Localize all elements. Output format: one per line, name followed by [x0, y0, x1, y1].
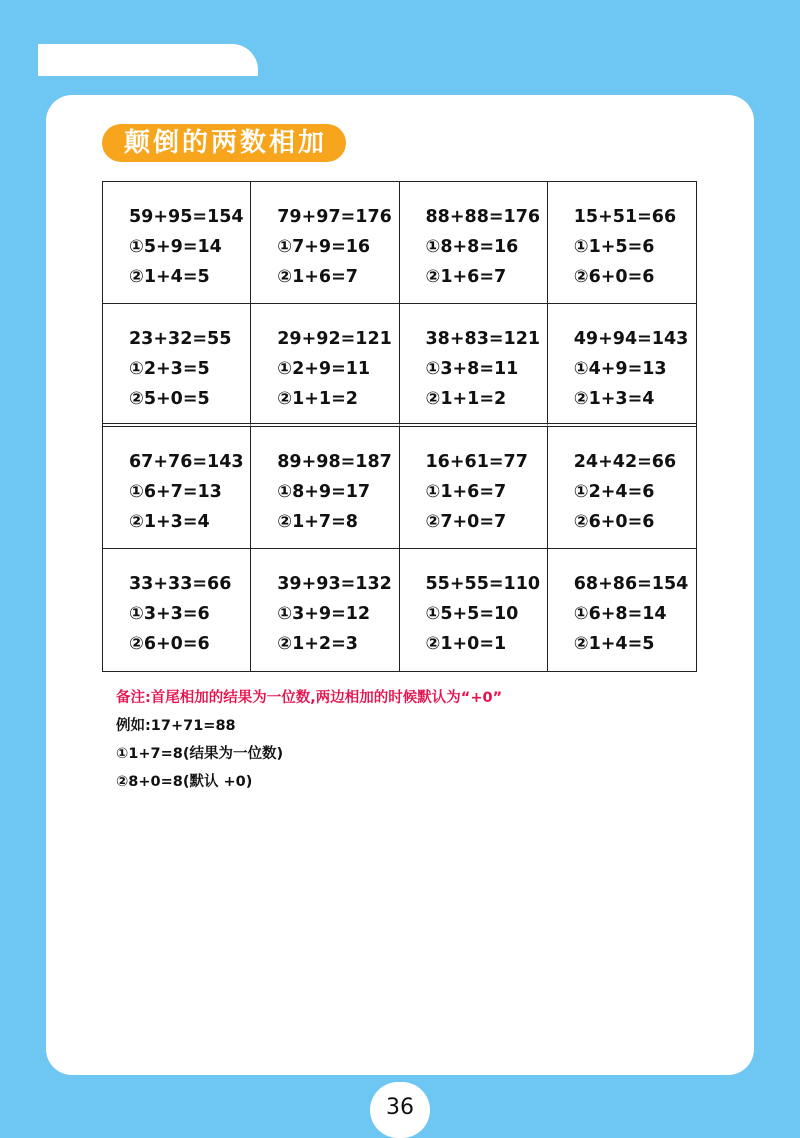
- cell-sum: 23+32=55: [129, 329, 232, 350]
- equation-cell: [103, 182, 251, 304]
- cell-sum: 38+83=121: [425, 329, 541, 350]
- cell-step1: ①5+9=14: [129, 237, 222, 257]
- cell-step1: ①3+3=6: [129, 603, 210, 624]
- page-number: 36: [370, 1082, 430, 1138]
- cell-step2: ②1+2=3: [277, 633, 358, 654]
- cell-step2: ②5+0=5: [129, 389, 210, 410]
- cell-step1: ①3+9=12: [277, 603, 371, 624]
- cell-step2: ②1+6=7: [425, 267, 507, 287]
- equation-cell: [400, 427, 548, 549]
- cell-step2: ②1+6=7: [277, 267, 358, 287]
- equation-cell: [548, 549, 696, 671]
- cell-sum: 29+92=121: [277, 329, 392, 350]
- equation-cell: [103, 549, 251, 671]
- example-step1: ①1+7=8(结果为一位数): [116, 746, 284, 762]
- cell-step2: ②1+7=8: [277, 511, 358, 532]
- cell-step2: ②1+4=5: [573, 633, 655, 654]
- equation-cell: [251, 549, 399, 671]
- cell-step2: ②1+3=4: [129, 511, 210, 532]
- cell-step2: ②6+0=6: [573, 267, 655, 287]
- cell-step1: ①1+6=7: [425, 481, 507, 502]
- cell-step1: ①8+9=17: [277, 481, 371, 502]
- equation-cell: [548, 304, 696, 426]
- cell-sum: 49+94=143: [573, 329, 689, 350]
- cell-sum: 67+76=143: [129, 451, 244, 472]
- cell-sum: 24+42=66: [573, 451, 677, 472]
- equation-cell: [400, 304, 548, 426]
- cell-step1: ①4+9=13: [573, 359, 667, 380]
- cell-sum: 33+33=66: [129, 573, 232, 594]
- cell-step1: ①3+8=11: [425, 359, 519, 380]
- cell-sum: 55+55=110: [425, 573, 541, 594]
- equation-cell: [103, 304, 251, 426]
- equation-grid: [102, 181, 697, 672]
- cell-sum: 88+88=176: [425, 207, 541, 227]
- cell-step1: ①5+5=10: [425, 603, 519, 624]
- cell-step1: ①6+7=13: [129, 481, 222, 502]
- cell-step1: ①6+8=14: [573, 603, 667, 624]
- cell-sum: 39+93=132: [277, 573, 392, 594]
- equation-cell: [251, 304, 399, 426]
- cell-step2: ②1+1=2: [277, 389, 358, 410]
- cell-sum: 16+61=77: [425, 451, 528, 472]
- cell-step1: ①2+4=6: [573, 481, 655, 502]
- top-tab-decoration: [38, 44, 258, 76]
- equation-cell: [548, 182, 696, 304]
- cell-step1: ①1+5=6: [573, 237, 655, 257]
- cell-step2: ②1+1=2: [425, 389, 507, 410]
- cell-sum: 89+98=187: [277, 451, 392, 472]
- cell-step2: ②6+0=6: [573, 511, 655, 532]
- equation-cell: [251, 182, 399, 304]
- cell-step1: ①2+9=11: [277, 359, 371, 380]
- example-heading: 例如:17+71=88: [116, 718, 236, 734]
- cell-step2: ②1+3=4: [573, 389, 655, 410]
- section-title: 颠倒的两数相加: [102, 124, 346, 162]
- cell-sum: 15+51=66: [573, 207, 677, 227]
- cell-step2: ②1+4=5: [129, 267, 210, 287]
- equation-cell: [103, 427, 251, 549]
- cell-sum: 59+95=154: [129, 207, 244, 227]
- cell-step1: ①7+9=16: [277, 237, 371, 257]
- equation-cell: [251, 427, 399, 549]
- example-step2: ②8+0=8(默认 +0): [116, 774, 253, 790]
- cell-step1: ①2+3=5: [129, 359, 210, 380]
- equation-cell: [400, 182, 548, 304]
- equation-cell: [548, 427, 696, 549]
- cell-step2: ②1+0=1: [425, 633, 507, 654]
- equation-cell: [400, 549, 548, 671]
- cell-sum: 79+97=176: [277, 207, 392, 227]
- cell-sum: 68+86=154: [573, 573, 689, 594]
- cell-step1: ①8+8=16: [425, 237, 519, 257]
- cell-step2: ②7+0=7: [425, 511, 507, 532]
- cell-step2: ②6+0=6: [129, 633, 210, 654]
- remark-note: 备注:首尾相加的结果为一位数,两边相加的时候默认为“+0”: [116, 690, 503, 706]
